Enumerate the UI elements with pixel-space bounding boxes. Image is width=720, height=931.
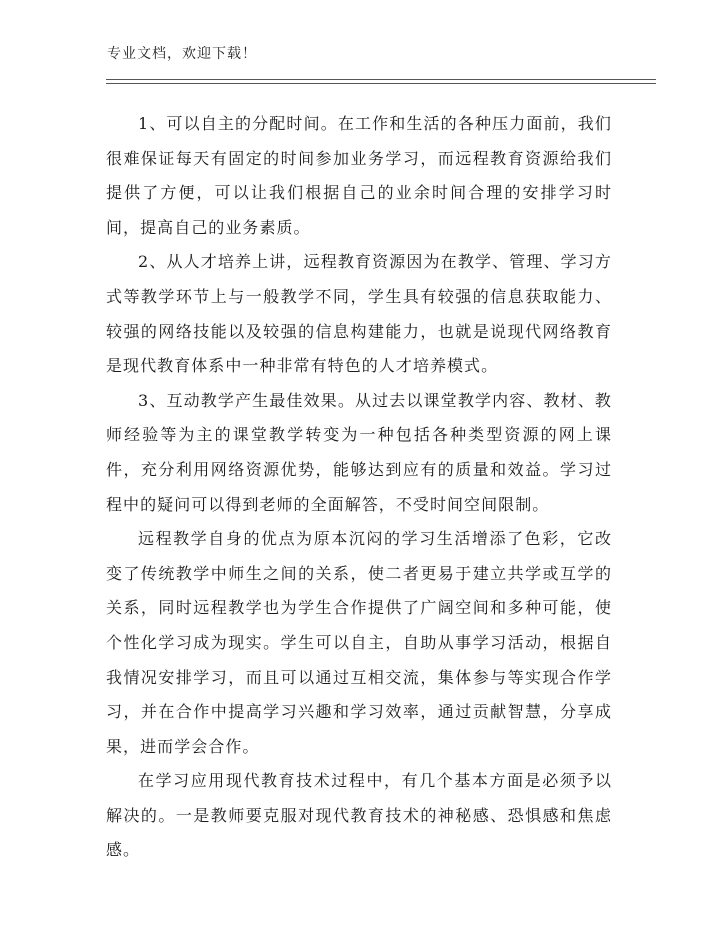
paragraph-1: 1、可以自主的分配时间。在工作和生活的各种压力面前，我们很难保证每天有固定的时间参加业务学习，而远程教育资源给我们提供了方便，可以让我们根据自己的业余时间合理的安排学习时间，提高自己的业务素质。 xyxy=(106,114,612,237)
header-divider-top xyxy=(106,79,656,80)
paragraph-4: 远程教学自身的优点为原本沉闷的学习生活增添了色彩，它改变了传统教学中师生之间的关系，使二者更易于建立共学或互学的关系，同时远程教学也为学生合作提供了广阔空间和多种可能，使个性化学习成为现实。学生可以自主，自助从事学习活动，根据自我情况安排学习，而且可以通过互相交流，集体参与等实现合作学习，并在合作中提高学习兴趣和学习效率，通过贡献智慧，分享成果，进而学会合作。 xyxy=(106,529,612,756)
paragraph-2: 2、从人才培养上讲，远程教育资源因为在教学、管理、学习方式等教学环节上与一般教学不同，学生具有较强的信息获取能力、较强的网络技能以及较强的信息构建能力，也就是说现代网络教育是现代教育体系中一种非常有特色的人才培养模式。 xyxy=(106,252,612,376)
paragraph-3: 3、互动教学产生最佳效果。从过去以课堂教学内容、教材、教师经验等为主的课堂教学转变为一种包括各种类型资源的网上课件，充分利用网络资源优势，能够达到应有的质量和效益。学习过程中的疑问可以得到老师的全面解答，不受时间空间限制。 xyxy=(106,390,612,514)
page-header: 专业文档，欢迎下载！ xyxy=(107,46,257,62)
paragraph-5: 在学习应用现代教育技术过程中，有几个基本方面是必须予以解决的。一是教师要克服对现代教育技术的神秘感、恐惧感和焦虑感。 xyxy=(106,771,612,860)
document-body xyxy=(106,107,612,868)
header-divider-bottom xyxy=(106,83,656,84)
